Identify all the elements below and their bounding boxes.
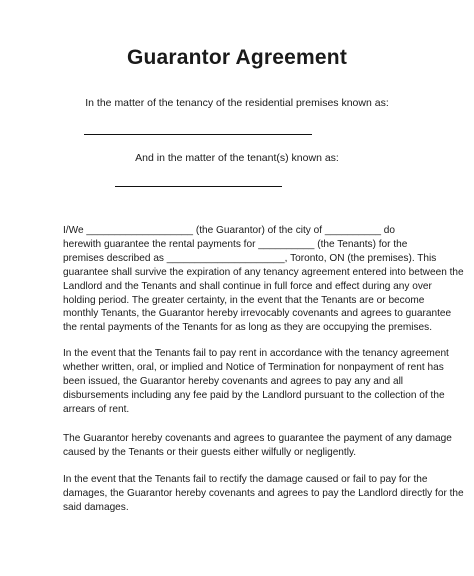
paragraph-line: monthly Tenants, the Guarantor hereby irrevocably covenants and agrees to guarantee: [63, 308, 452, 320]
paragraph-line: whether written, oral, or implied and Notice of Termination for nonpayment of rent has: [63, 361, 444, 373]
paragraph-line: been issued, the Guarantor hereby covenants and agrees to pay any and all: [63, 375, 404, 387]
paragraph-line: In the event that the Tenants fail to rectify the damage caused or fail to pay for the: [63, 474, 428, 485]
paragraph-line: arrears of rent.: [63, 403, 130, 415]
damage-payment-paragraph: [63, 473, 464, 515]
paragraph-line: guarantee shall survive the expiration of any tenancy agreement entered into between the: [63, 266, 464, 278]
paragraph-line: The Guarantor hereby covenants and agrees to guarantee the payment of any damage: [63, 433, 452, 444]
damage-guarantee-paragraph: [63, 432, 452, 460]
tenancy-matter-text: In the matter of the tenancy of the residential premises known as:: [85, 97, 389, 109]
paragraph-line: In the event that the Tenants fail to pay rent in accordance with the tenancy agreement: [63, 348, 449, 359]
paragraph-line: holding period. The greater certainty, in the event that the Tenants are or become: [63, 294, 425, 306]
paragraph-line: caused by the Tenants or their guests either wilfully or negligently.: [63, 446, 357, 458]
nonpayment-paragraph: [63, 347, 449, 417]
paragraph-line: premises described as _____________________, Toronto, ON (the premises). This: [63, 252, 437, 264]
paragraph-line: the rental payments of the Tenants for as long as they are occupying the premises.: [63, 322, 433, 334]
paragraph-line: damages, the Guarantor hereby covenants and agrees to pay the Landlord directly for the: [63, 487, 464, 499]
paragraph-line: said damages.: [63, 501, 129, 513]
paragraph-line: I/We ___________________ (the Guarantor) of the city of __________ do: [63, 225, 396, 236]
document-title: Guarantor Agreement: [126, 46, 348, 69]
paragraph-line: herewith guarantee the rental payments for __________ (the Tenants) for the: [63, 238, 408, 250]
paragraph-line: Landlord and the Tenants and shall continue in full force and effect during any over: [63, 280, 432, 292]
premises-blank-line: [84, 134, 312, 135]
paragraph-line: disbursements including any fee paid by the Landlord pursuant to the collection of the: [63, 389, 445, 401]
tenants-matter-text: And in the matter of the tenant(s) known as:: [135, 152, 339, 164]
guarantee-paragraph: [63, 224, 464, 335]
tenants-blank-line: [115, 186, 282, 187]
